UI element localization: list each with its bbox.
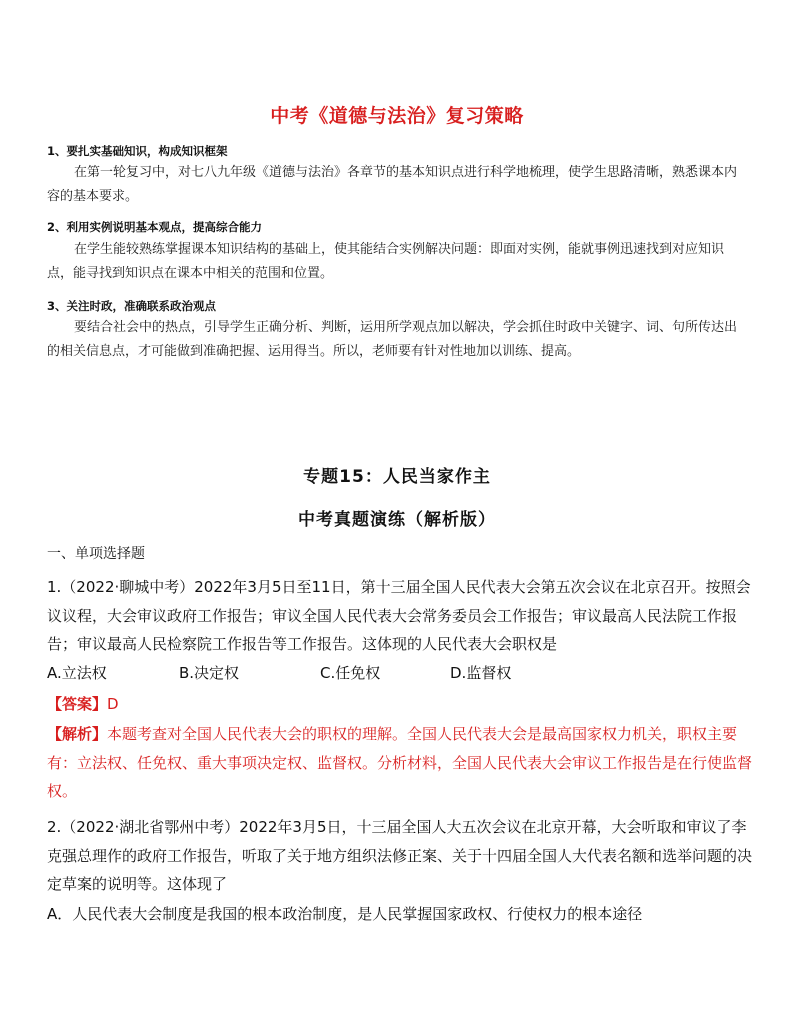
strategy-heading-2: 2、利用实例说明基本观点，提高综合能力 — [47, 220, 262, 234]
analysis-tag: 【解析】 — [47, 725, 108, 743]
topic-title: 专题15：人民当家作主 — [303, 467, 491, 487]
option-a: A.立法权 — [47, 664, 107, 682]
strategy-body-1 — [47, 161, 747, 209]
section-label: 一、单项选择题 — [47, 546, 145, 562]
answer-tag: 【答案】 — [47, 695, 108, 713]
option-b: B.决定权 — [179, 664, 240, 682]
strategy-body-2 — [47, 238, 747, 286]
question-1-options — [47, 662, 752, 690]
question-1-analysis — [47, 720, 752, 806]
question-2-option-a: A．人民代表大会制度是我国的根本政治制度，是人民掌握国家政权、行使权力的根本途径 — [47, 905, 643, 923]
option-c: C.任免权 — [320, 664, 381, 682]
question-1-answer — [47, 690, 119, 718]
strategy-title: 中考《道德与法治》复习策略 — [270, 105, 524, 127]
strategy-body-3 — [47, 316, 747, 364]
topic-subtitle: 中考真题演练（解析版） — [298, 510, 496, 530]
answer-value: D — [107, 695, 119, 713]
option-d: D.监督权 — [450, 664, 512, 682]
analysis-text: 本题考查对全国人民代表大会的职权的理解。全国人民代表大会是最高国家权力机关，职权主要有：立法权、任免权、重大事项决定权、监督权。分析材料，全国人民代表大会审议工作报告是在行使监督权。 — [47, 725, 753, 800]
strategy-body-2-text: 在学生能较熟练掌握课本知识结构的基础上，使其能结合实例解决问题：即面对实例，能就事例迅速找到对应知识点，能寻找到知识点在课本中相关的范围和位置。 — [47, 242, 725, 281]
strategy-heading-1: 1、要扎实基础知识，构成知识框架 — [47, 144, 228, 158]
strategy-body-3-text: 要结合社会中的热点，引导学生正确分析、判断，运用所学观点加以解决，学会抓住时政中关键字、词、句所传达出的相关信息点，才可能做到准确把握、运用得当。所以，老师要有针对性地加以训练、提高。 — [47, 320, 738, 359]
question-2-text: 2.（2022·湖北省鄂州中考）2022年3月5日，十三届全国人大五次会议在北京开幕，大会听取和审议了李克强总理作的政府工作报告，听取了关于地方组织法修正案、关于十四届全国人大代表名额和选举问题的决定草案的说明等。这体现了 — [47, 818, 753, 893]
question-1-text: 1.（2022·聊城中考）2022年3月5日至11日，第十三届全国人民代表大会第五次会议在北京召开。按照会议议程，大会审议政府工作报告；审议全国人民代表大会常务委员会工作报告；审议最高人民法院工作报告；审议最高人民检察院工作报告等工作报告。这体现的人民代表大会职权是 — [47, 578, 751, 653]
strategy-body-1-text: 在第一轮复习中，对七八九年级《道德与法治》各章节的基本知识点进行科学地梳理，使学生思路清晰，熟悉课本内容的基本要求。 — [47, 165, 738, 204]
strategy-heading-3: 3、关注时政，准确联系政治观点 — [47, 299, 216, 313]
